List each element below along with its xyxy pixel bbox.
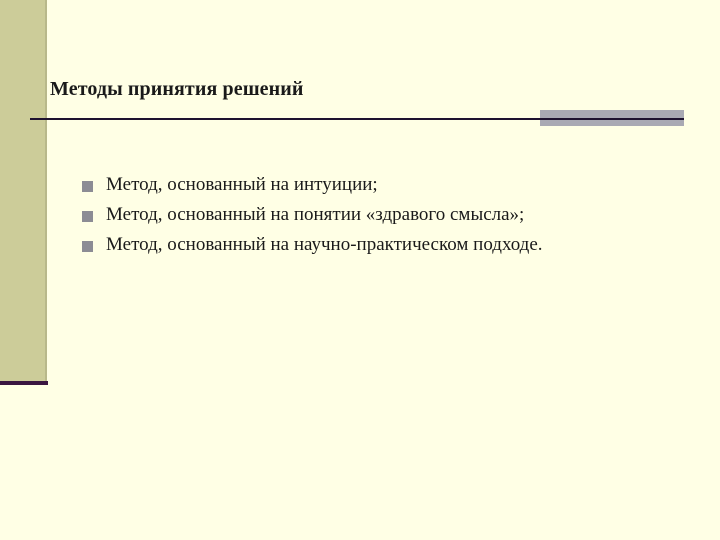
left-decorative-bar — [0, 0, 47, 382]
left-bar-edge — [45, 0, 47, 382]
bullet-text: Метод, основанный на интуиции; — [106, 174, 378, 195]
left-bar-underline — [0, 381, 48, 385]
bullet-item — [82, 170, 543, 200]
bullet-list — [82, 170, 543, 260]
bullet-item — [82, 230, 543, 260]
bullet-item — [82, 200, 543, 230]
title-accent-rule — [540, 118, 684, 120]
bullet-text: Метод, основанный на научно-практическом подходе. — [106, 234, 543, 255]
square-bullet-icon — [82, 211, 93, 222]
bullet-text: Метод, основанный на понятии «здравого смысла»; — [106, 204, 525, 225]
square-bullet-icon — [82, 241, 93, 252]
square-bullet-icon — [82, 181, 93, 192]
slide-title: Методы принятия решений — [50, 78, 304, 100]
